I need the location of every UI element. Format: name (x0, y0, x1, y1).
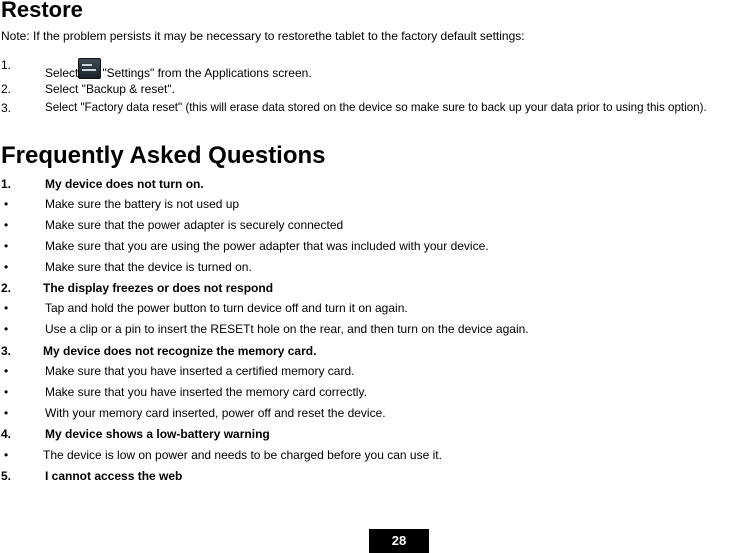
question-number: 3. (1, 344, 12, 358)
step-number: 1. (1, 58, 12, 72)
bullet-icon: • (4, 301, 9, 315)
step-number: 2. (1, 82, 12, 96)
bullet-icon: • (4, 322, 9, 336)
faq-heading: Frequently Asked Questions (1, 142, 326, 169)
bullet-icon: • (4, 218, 9, 232)
bullet-text: Make sure that you have inserted the memory card correctly. (45, 385, 367, 399)
bullet-text: Make sure the battery is not used up (45, 197, 240, 211)
settings-icon (78, 58, 101, 79)
bullet-text: Make sure that the device is turned on. (45, 260, 252, 274)
question-number: 1. (1, 177, 12, 191)
question-text: I cannot access the web (45, 469, 183, 483)
question-text: My device shows a low-battery warning (45, 427, 270, 441)
bullet-icon: • (4, 364, 9, 378)
question-number: 5. (1, 469, 12, 483)
step-number: 3. (1, 101, 12, 115)
bullet-text: Make sure that you are using the power adapter that was included with your device. (45, 239, 489, 253)
bullet-icon: • (4, 448, 9, 462)
question-number: 4. (1, 427, 12, 441)
question-text: My device does not recognize the memory card. (43, 344, 317, 358)
step-pre-text: Select (45, 66, 79, 80)
question-text: My device does not turn on. (45, 177, 204, 191)
bullet-text: Make sure that the power adapter is securely connected (45, 218, 344, 232)
bullet-text: Use a clip or a pin to insert the RESETt hole on the rear, and then turn on the device again. (45, 322, 529, 336)
restore-heading: Restore (1, 0, 83, 22)
bullet-icon: • (4, 406, 9, 420)
bullet-icon: • (4, 260, 9, 274)
bullet-text: With your memory card inserted, power off and reset the device. (45, 406, 386, 420)
step-text (45, 58, 312, 80)
bullet-text: Make sure that you have inserted a certified memory card. (45, 364, 355, 378)
bullet-icon: • (4, 385, 9, 399)
step-text: Select "Factory data reset" (this will erase data stored on the device so make sure to back up your data prior to using this option). (45, 101, 707, 114)
question-number: 2. (1, 281, 12, 295)
step-post-text: "Settings" from the Applications screen. (102, 66, 312, 80)
restore-note: Note: If the problem persists it may be necessary to restorethe tablet to the factory default settings: (1, 29, 525, 43)
bullet-text: Tap and hold the power button to turn device off and turn it on again. (45, 301, 408, 315)
bullet-icon: • (4, 239, 9, 253)
bullet-text: The device is low on power and needs to be charged before you can use it. (43, 448, 442, 462)
question-text: The display freezes or does not respond (43, 281, 274, 295)
step-text: Select "Backup & reset". (45, 82, 175, 96)
bullet-icon: • (4, 197, 9, 211)
page-number: 28 (369, 529, 429, 553)
